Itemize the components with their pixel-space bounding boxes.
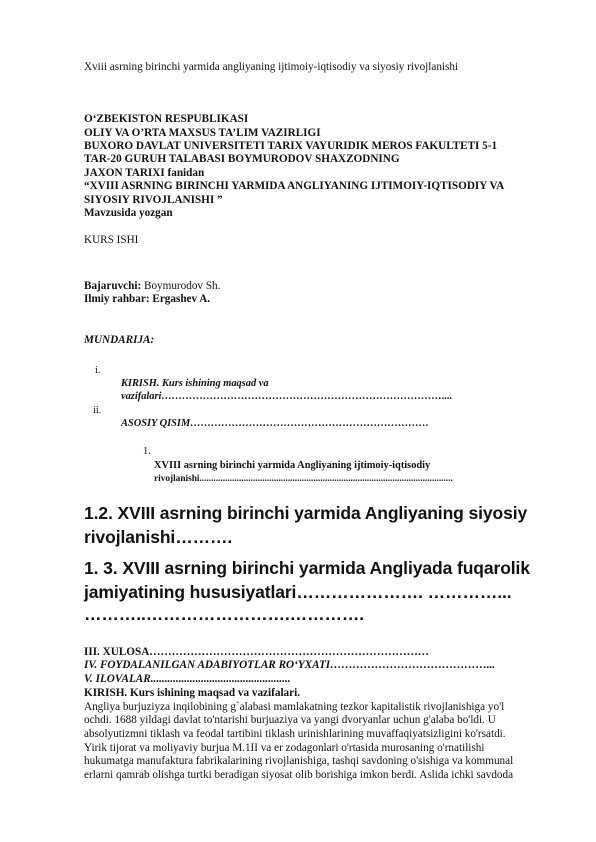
contents-heading: MUNDARIJA: <box>84 334 155 346</box>
intro-line-4: Yirik tijorat va moliyaviy burjua M.1II va er zodagonlari o'rtasida murosaning o'rnatilishi <box>84 742 485 754</box>
intro-heading: KIRISH. Kurs ishining maqsad va vazifalari. <box>84 687 301 699</box>
contents-appendices: V. ILOVALAR.................................................. <box>84 673 291 685</box>
contents-item-1-line-1: KIRISH. Kurs ishining maqsad va <box>121 378 269 389</box>
intro-line-3: absolyutizmni tiklash va feodal tartibini tiklash urinishlarining muvaffaqiyatsizligini ko'rsatdi. <box>84 728 506 740</box>
intro-line-5: hukumatga manufaktura fabrikalarining rivojlanishiga, tashqi savdoning o'sishiga va kommunal <box>84 755 514 767</box>
title-line-3: BUXORO DAVLAT UNIVERSITETI TARIX VAYURIDIK MEROS FAKULTETI 5-1 <box>84 140 498 152</box>
section-1-2-line-2: rivojlanishi………. <box>84 527 233 547</box>
contents-item-3-marker: 1. <box>143 446 151 457</box>
section-1-3-line-1: 1. 3. XVIII asrning birinchi yarmida Angliyada fuqarolik <box>84 558 530 578</box>
contents-item-2-line-1: ASOSIY QISIM…………………………………………………………… <box>121 418 430 429</box>
contents-item-2-marker: ii. <box>93 405 102 416</box>
contents-conclusion: III. XULOSA………………………………………………………………… <box>84 646 429 658</box>
intro-line-2: ochdi. 1688 yildagi davlat to'ntarishi burjuaziya va yangi dvoryanlar uchun g'alaba bo'ldi. U <box>84 714 496 726</box>
title-line-4: TAR-20 GURUH TALABASI BOYMURODOV SHAXZODNING <box>84 153 400 165</box>
title-line-5: JAXON TARIXI fanidan <box>84 167 205 179</box>
title-line-2: OLIY VA O’RTA MAXSUS TA’LIM VAZIRLIGI <box>84 127 321 139</box>
contents-references: IV. FOYDALANILGAN ADABIYOTLAR RO‘YXATI……………………………………... <box>84 659 496 671</box>
contents-item-3-line-1: XVIII asrning birinchi yarmida Angliyaning ijtimoiy-iqtisodiy <box>154 460 431 471</box>
title-line-7: SIYOSIY RIVOJLANISHI ” <box>84 194 223 206</box>
performer-line <box>84 279 220 293</box>
title-line-8: Mavzusida yozgan <box>84 207 173 219</box>
intro-line-1: Angliya burjuziyza inqilobining g`alabasi mamlakatning tezkor kapitalistik rivojlanishiga yo'l <box>84 701 505 713</box>
title-line-6: “XVIII ASRNING BIRINCHI YARMIDA ANGLIYANING IJTIMOIY-IQTISODIY VA <box>84 180 505 192</box>
work-type: KURS ISHI <box>84 234 139 246</box>
contents-item-1-marker: i. <box>95 365 101 376</box>
contents-item-1-line-2: vazifalari……………………………………………………………………….... <box>121 391 453 402</box>
performer-label: Bajaruvchi: <box>84 280 142 292</box>
running-title: Xviii asrning birinchi yarmida angliyaning ijtimoiy-iqtisodiy va siyosiy rivojlanishi <box>84 61 459 73</box>
supervisor-line: Ilmiy rahbar: Ergashev A. <box>84 293 211 305</box>
contents-item-3-line-2: rivojlanishi............................................................................................................. <box>154 474 453 484</box>
intro-line-6: erlarni qamrab olishga turtki beradigan siyosat olib borishiga imkon berdi. Aslida ichki savdoda <box>84 769 514 781</box>
section-1-2-line-1: 1.2. XVIII asrning birinchi yarmida Angliyaning siyosiy <box>84 503 528 523</box>
section-1-3-line-2: jamiyatining hususiyatlari…………………. …………... <box>84 582 512 602</box>
performer-name: Boymurodov Sh. <box>141 280 221 292</box>
title-line-1: O‘ZBEKISTON RESPUBLIKASI <box>84 113 249 125</box>
section-1-3-line-3: ………..…………………….…………. <box>84 604 365 624</box>
